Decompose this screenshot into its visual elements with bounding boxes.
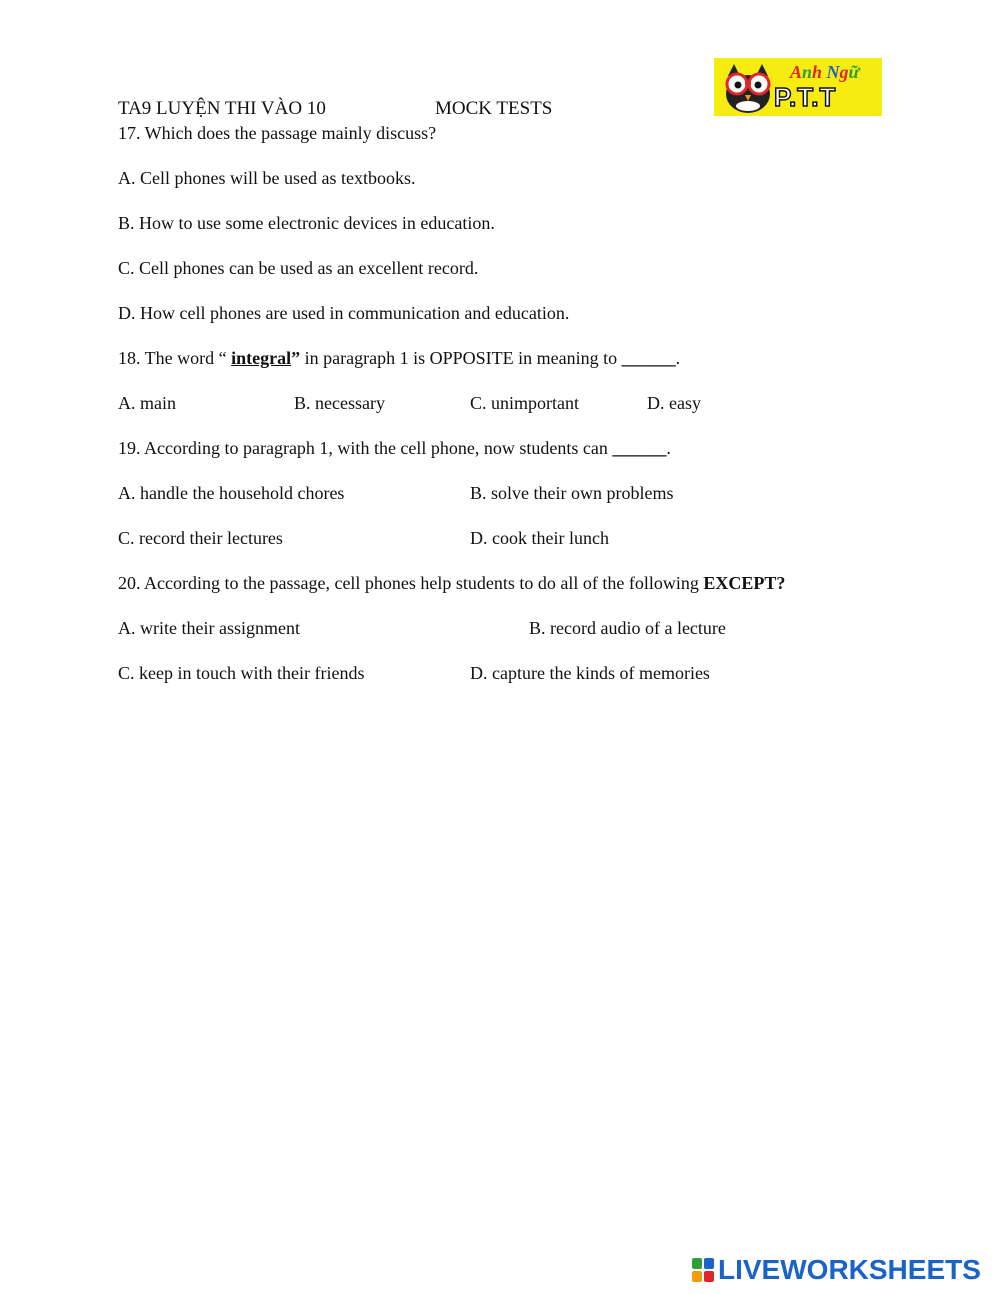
answer-blank[interactable]: ______ [612,438,667,458]
question-18-stem [118,347,680,369]
keyword-integral: integral [231,348,292,368]
liveworksheets-wordmark: LIVEWORKSHEETS [718,1254,981,1285]
question-20-option-d[interactable]: D. capture the kinds of memories [470,663,710,683]
question-19-option-d[interactable]: D. cook their lunch [470,528,609,548]
question-20-option-b[interactable]: B. record audio of a lecture [529,618,726,638]
question-19-option-c[interactable]: C. record their lectures [118,528,283,548]
question-18-option-c[interactable]: C. unimportant [470,393,579,413]
stem-text: 20. According to the passage, cell phones help students to do all of the following [118,573,704,593]
question-18-option-a[interactable]: A. main [118,393,176,413]
anh-ngu-ptt-logo [714,58,882,116]
answer-blank[interactable]: ______ [621,348,676,368]
section-title: MOCK TESTS [435,98,553,119]
question-20-option-a[interactable]: A. write their assignment [118,618,300,638]
except-emphasis: EXCEPT? [703,573,786,593]
question-19-option-b[interactable]: B. solve their own problems [470,483,674,503]
logo-name-top: Anh Ngữ [790,62,860,82]
stem-text: 18. The word “ [118,348,232,368]
question-20-stem [118,572,785,594]
question-17-option-d[interactable]: D. How cell phones are used in communication and education. [118,303,570,323]
question-17-option-c[interactable]: C. Cell phones can be used as an excellent record. [118,258,479,278]
question-17-option-a[interactable]: A. Cell phones will be used as textbooks. [118,168,416,188]
question-18-option-d[interactable]: D. easy [647,393,701,413]
question-19-stem [118,437,671,459]
question-17-stem: 17. Which does the passage mainly discuss? [118,123,437,143]
question-20-option-c[interactable]: C. keep in touch with their friends [118,663,365,683]
stem-text: 19. According to paragraph 1, with the cell phone, now students can [118,438,613,458]
quote-close: ” [291,348,301,368]
liveworksheets-blocks-icon [692,1258,714,1282]
logo-name-main: P.T.T [774,82,837,112]
stem-end: . [666,438,671,458]
question-17-option-b[interactable]: B. How to use some electronic devices in education. [118,213,495,233]
stem-text: in paragraph 1 is OPPOSITE in meaning to [300,348,622,368]
question-19-option-a[interactable]: A. handle the household chores [118,483,345,503]
owl-icon [720,62,776,114]
stem-end: . [675,348,681,368]
course-title: TA9 LUYỆN THI VÀO 10 [118,98,326,119]
question-18-option-b[interactable]: B. necessary [294,393,385,413]
